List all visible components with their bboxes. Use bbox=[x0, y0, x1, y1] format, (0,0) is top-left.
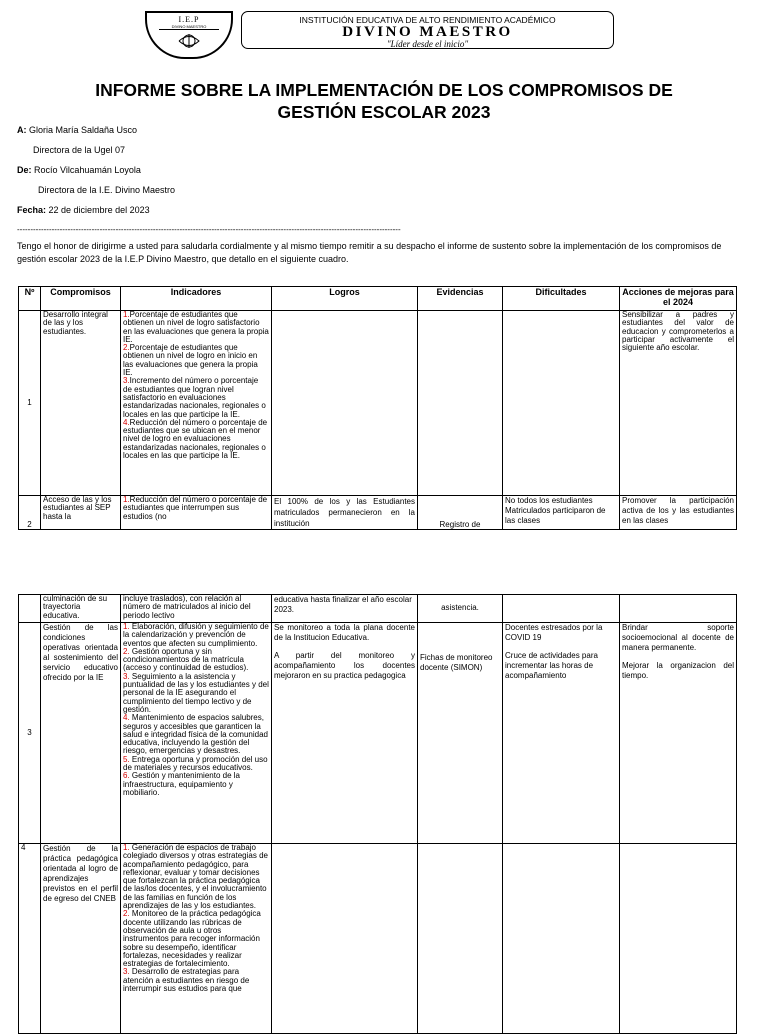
commitment-cell: Gestión de las condiciones operativas orientada al sostenimiento del servicio educativo ofrecido por la IE bbox=[41, 623, 121, 844]
actions-cell bbox=[620, 595, 737, 623]
commitment-cell: Acceso de las y los estudiantes al SEP hasta la bbox=[41, 496, 121, 530]
col-header-evidencias: Evidencias bbox=[418, 287, 503, 311]
logo-subtext: DIVINO MAESTRO bbox=[159, 24, 219, 30]
school-logo bbox=[145, 11, 233, 59]
to-name: Gloria María Saldaña Usco bbox=[29, 125, 138, 135]
row-number: 2 bbox=[19, 496, 41, 530]
document-title bbox=[20, 79, 748, 123]
difficulties-cell: No todos los estudiantes Matriculados participaron de las clases bbox=[503, 496, 620, 530]
achievements-cell: Se monitoreo a toda la plana docente de la Institucion Educativa. A partir del monitoreo y acompañamiento los docentes mejoraron en su practica pedagogica bbox=[272, 623, 418, 844]
achievements-cell: El 100% de los y las Estudiantes matriculados permanecieron en la institución bbox=[272, 496, 418, 530]
table-row-2 bbox=[19, 496, 737, 530]
table-header-row bbox=[19, 287, 737, 311]
difficulties-cell bbox=[503, 844, 620, 1034]
school-motto: "Líder desde el inicio" bbox=[386, 39, 469, 49]
evidence-cell bbox=[418, 844, 503, 1034]
commitments-table-page-2 bbox=[18, 594, 737, 1034]
difficulties-cell: Docentes estresados por la COVID 19 Cruce de actividades para incrementar las horas de acompañamiento bbox=[503, 623, 620, 844]
row-number: 4 bbox=[19, 844, 41, 1034]
emblem-icon bbox=[175, 32, 203, 50]
to-line: A: Gloria María Saldaña Usco bbox=[17, 125, 138, 135]
row-number bbox=[19, 595, 41, 623]
achievements-cell bbox=[272, 311, 418, 496]
evidence-cell: asistencia. bbox=[418, 595, 503, 623]
achievements-cell: educativa hasta finalizar el año escolar 2023. bbox=[272, 595, 418, 623]
table-row-4 bbox=[19, 844, 737, 1034]
from-line: De: Rocío Vilcahuamán Loyola bbox=[17, 165, 141, 175]
col-header-indicadores: Indicadores bbox=[121, 287, 272, 311]
date-value: 22 de diciembre del 2023 bbox=[48, 205, 150, 215]
achievements-cell bbox=[272, 844, 418, 1034]
evidence-cell: Fichas de monitoreo docente (SIMON) bbox=[418, 623, 503, 844]
title-line-2: GESTIÓN ESCOLAR 2023 bbox=[277, 102, 491, 122]
evidence-cell: Registro de bbox=[418, 496, 503, 530]
commitment-cell: culminación de su trayectoria educativa. bbox=[41, 595, 121, 623]
indicators-cell: 1. Elaboración, difusión y seguimiento de la calendarización y prevención de eventos que afecten su cumplimiento. 2. Gestión oportuna y sin condicionamientos de la matrícula (acceso y continuidad de estudios). 3. Seguimiento a la asistencia y puntualidad de las y los estudiantes y del personal de la IE asegurando el cumplimiento del tiempo lectivo y de gestión. 4. Mantenimiento de espacios salubres, seguros y accesibles que garanticen la salud e integridad física de la comunidad educativa, incluyendo la gestión del riesgo, emergencias y desastres. 5. Entrega oportuna y promoción del uso de materiales y recursos educativos. 6. Gestión y mantenimiento de la infraestructura, equipamiento y mobiliario. bbox=[121, 623, 272, 844]
logo-text: I.E.P bbox=[178, 15, 200, 24]
separator-line: ------------------------------------------------------------------------------------------------------------------------------------------------ bbox=[17, 225, 401, 234]
indicators-cell: 1. Generación de espacios de trabajo colegiado diversos y otras estrategias de acompañamiento pedagógico, para reflexionar, evaluar y tomar decisiones que fortalezcan la práctica pedagógica de las/los docentes, y el involucramiento de las familias en función de los aprendizajes de las y los estudiantes. 2. Monitoreo de la práctica pedagógica docente utilizando las rúbricas de observación de aula u otros instrumentos para recoger información sobre su desempeño, identificar fortalezas, necesidades y realizar estrategias de fortalecimiento. 3. Desarrollo de estrategias para atención a estudiantes en riesgo de interrumpir sus estudios para que bbox=[121, 844, 272, 1034]
indicators-cell: 1.Porcentaje de estudiantes que obtienen un nivel de logro satisfactorio en las evaluaciones que genera la propia IE. 2.Porcentaje de estudiantes que obtienen un nivel de logro en inicio en las evaluaciones que genera la propia IE. 3.Incremento del número o porcentaje de estudiantes que logran nivel satisfactorio en evaluaciones estandarizadas nacionales, regionales o locales en las que participe la IE. 4.Reducción del número o porcentaje de estudiantes que se ubican en el menor nivel de logro en evaluaciones estandarizadas nacionales, regionales o locales en las que participe la IE. bbox=[121, 311, 272, 496]
indicators-cell: 1.Reducción del número o porcentaje de estudiantes que interrumpen sus estudios (no bbox=[121, 496, 272, 530]
difficulties-cell bbox=[503, 311, 620, 496]
difficulties-cell bbox=[503, 595, 620, 623]
row-number: 3 bbox=[19, 623, 41, 844]
row-number: 1 bbox=[19, 311, 41, 496]
intro-paragraph: Tengo el honor de dirigirme a usted para saludarla cordialmente y al mismo tiempo remitir a su despacho el informe de sustento sobre la implementación de los compromisos de gestión escolar 2023 de la I.E.P Divino Maestro, que detallo en el siguiente cuadro. bbox=[17, 241, 722, 264]
actions-cell: Sensibilizar a padres y estudiantes del valor de educacion y comprometerlos a participar activamente el siguiente año escolar. bbox=[620, 311, 737, 496]
col-header-compromisos: Compromisos bbox=[41, 287, 121, 311]
table-row-1 bbox=[19, 311, 737, 496]
school-name: DIVINO MAESTRO bbox=[342, 24, 513, 40]
institution-banner bbox=[241, 11, 614, 49]
actions-cell: Promover la participación activa de los y las estudiantes en las clases bbox=[620, 496, 737, 530]
date-line: Fecha: 22 de diciembre del 2023 bbox=[17, 205, 150, 215]
commitments-table-page-1 bbox=[18, 286, 737, 530]
commitment-cell: Desarrollo integral de las y los estudiantes. bbox=[41, 311, 121, 496]
col-header-logros: Logros bbox=[272, 287, 418, 311]
title-line-1: INFORME SOBRE LA IMPLEMENTACIÓN DE LOS COMPROMISOS DE bbox=[95, 80, 673, 100]
institution-name: INSTITUCIÓN EDUCATIVA DE ALTO RENDIMIENTO ACADÉMICO bbox=[299, 15, 556, 25]
from-role: Directora de la I.E. Divino Maestro bbox=[38, 185, 176, 195]
from-name: Rocío Vilcahuamán Loyola bbox=[34, 165, 141, 175]
indicators-cell: incluye traslados), con relación al número de matriculados al inicio del periodo lectivo bbox=[121, 595, 272, 623]
col-header-num: Nº bbox=[19, 287, 41, 311]
col-header-dificultades: Dificultades bbox=[503, 287, 620, 311]
to-role: Directora de la Ugel 07 bbox=[33, 145, 126, 155]
actions-cell: Brindar soporte socioemocional al docente de manera permanente. Mejorar la organizacion del tiempo. bbox=[620, 623, 737, 844]
table-row-2-continued bbox=[19, 595, 737, 623]
evidence-cell bbox=[418, 311, 503, 496]
actions-cell bbox=[620, 844, 737, 1034]
col-header-acciones: Acciones de mejoras para el 2024 bbox=[620, 287, 737, 311]
commitment-cell: Gestión de la práctica pedagógica orientada al logro de aprendizajes previstos en el perfil de egreso del CNEB bbox=[41, 844, 121, 1034]
table-row-3 bbox=[19, 623, 737, 844]
